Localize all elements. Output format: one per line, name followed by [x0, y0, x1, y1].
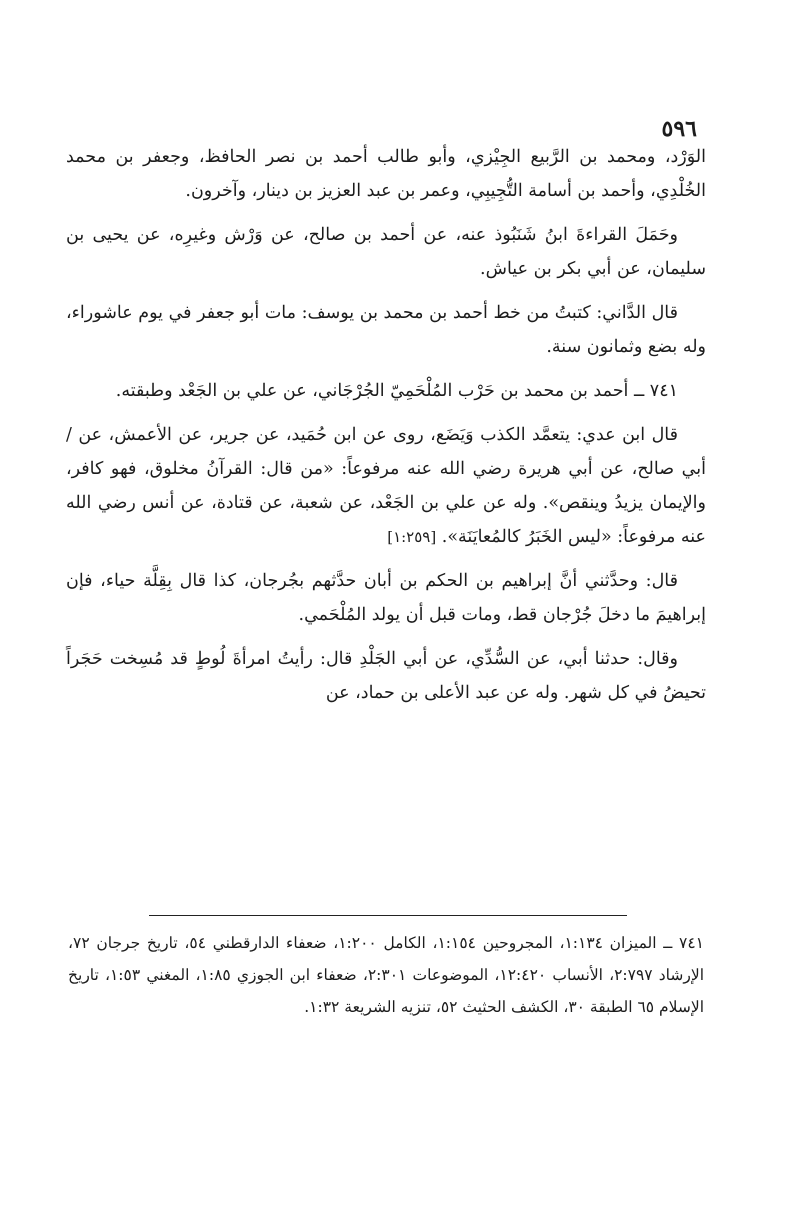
paragraph-suddi: وقال: حدثنا أبي، عن السُّدِّي، عن أبي الجَلْدِ قال: رأيتُ امرأةَ لُوطٍ قد مُسِخت حَجَراً تحيضُ في كل شهر. وله عن عبد الأعلى بن حماد، عن — [66, 649, 706, 703]
volume-marker: [١:٢٥٩] — [387, 528, 437, 546]
main-text — [66, 140, 706, 720]
paragraph-jurjan: قال: وحدَّثني أنَّ إبراهيم بن الحكم بن أبان حدَّثهم بجُرجان، كذا قال بِقِلَّة حياء، فإن إبراهيمَ ما دخلَ جُرْجان قط، ومات قبل أن يولد المُلْحَمي. — [66, 571, 706, 625]
paragraph-dani: قال الدَّاني: كتبتُ من خط أحمد بن محمد بن يوسف: مات أبو جعفر في يوم عاشوراء، وله بضع وثمانون سنة. — [66, 303, 706, 357]
footnote-divider — [149, 915, 627, 916]
paragraph-recitation: وحَمَلَ القراءةَ ابنُ شَنَبُوذ عنه، عن أحمد بن صالح، عن وَرْش وغيرِه، عن يحيى بن سليمان، عن أبي بكر بن عياش. — [66, 225, 706, 279]
footnote-741: ٧٤١ ــ الميزان ١:١٣٤، المجروحين ١:١٥٤، الكامل ١:٢٠٠، ضعفاء الدارقطني ٥٤، تاريخ جرجان ٧٢، الإرشاد ٢:٧٩٧، الأنساب ١٢:٤٢٠، الموضوعات ٢:٣٠١، ضعفاء ابن الجوزي ١:٨٥، المغني ١:٥٣، تاريخ الإسلام ٦٥ الطبقة ٣٠، الكشف الحثيث ٥٢، تنزيه الشريعة ١:٣٢. — [68, 934, 705, 1016]
paragraph-ibn-adi — [66, 418, 706, 554]
paragraph-ibn-adi-text: قال ابن عدي: يتعمَّد الكذب وَيَضَع، روى عن ابن حُمَيد، عن جرير، عن الأعمش، عن / أبي صالح، عن أبي هريرة رضي الله عنه مرفوعاً: «من قال: القرآنُ مخلوق، فهو كافر، والإيمان يزيدُ وينقص». وله عن علي بن الجَعْد، عن شعبة، عن قتادة، عن أنس رضي الله عنه مرفوعاً: «ليس الخَبَرُ كالمُعايَنَة». — [66, 425, 706, 547]
page-number: ٥٩٦ — [661, 116, 697, 142]
paragraph-continuation: الوَرْد، ومحمد بن الرَّبيع الجِيْزي، وأبو طالب أحمد بن نصر الحافظ، وجعفر بن محمد الخُلْدِي، وأحمد بن أسامة التُّجِيبِي، وعمر بن عبد العزيز بن دينار، وآخرون. — [66, 147, 706, 201]
footnotes — [68, 927, 704, 1023]
entry-heading-741: ٧٤١ ــ أحمد بن محمد بن حَرْب المُلْحَمِيّ الجُرْجَاني، عن علي بن الجَعْد وطبقته. — [115, 381, 678, 401]
